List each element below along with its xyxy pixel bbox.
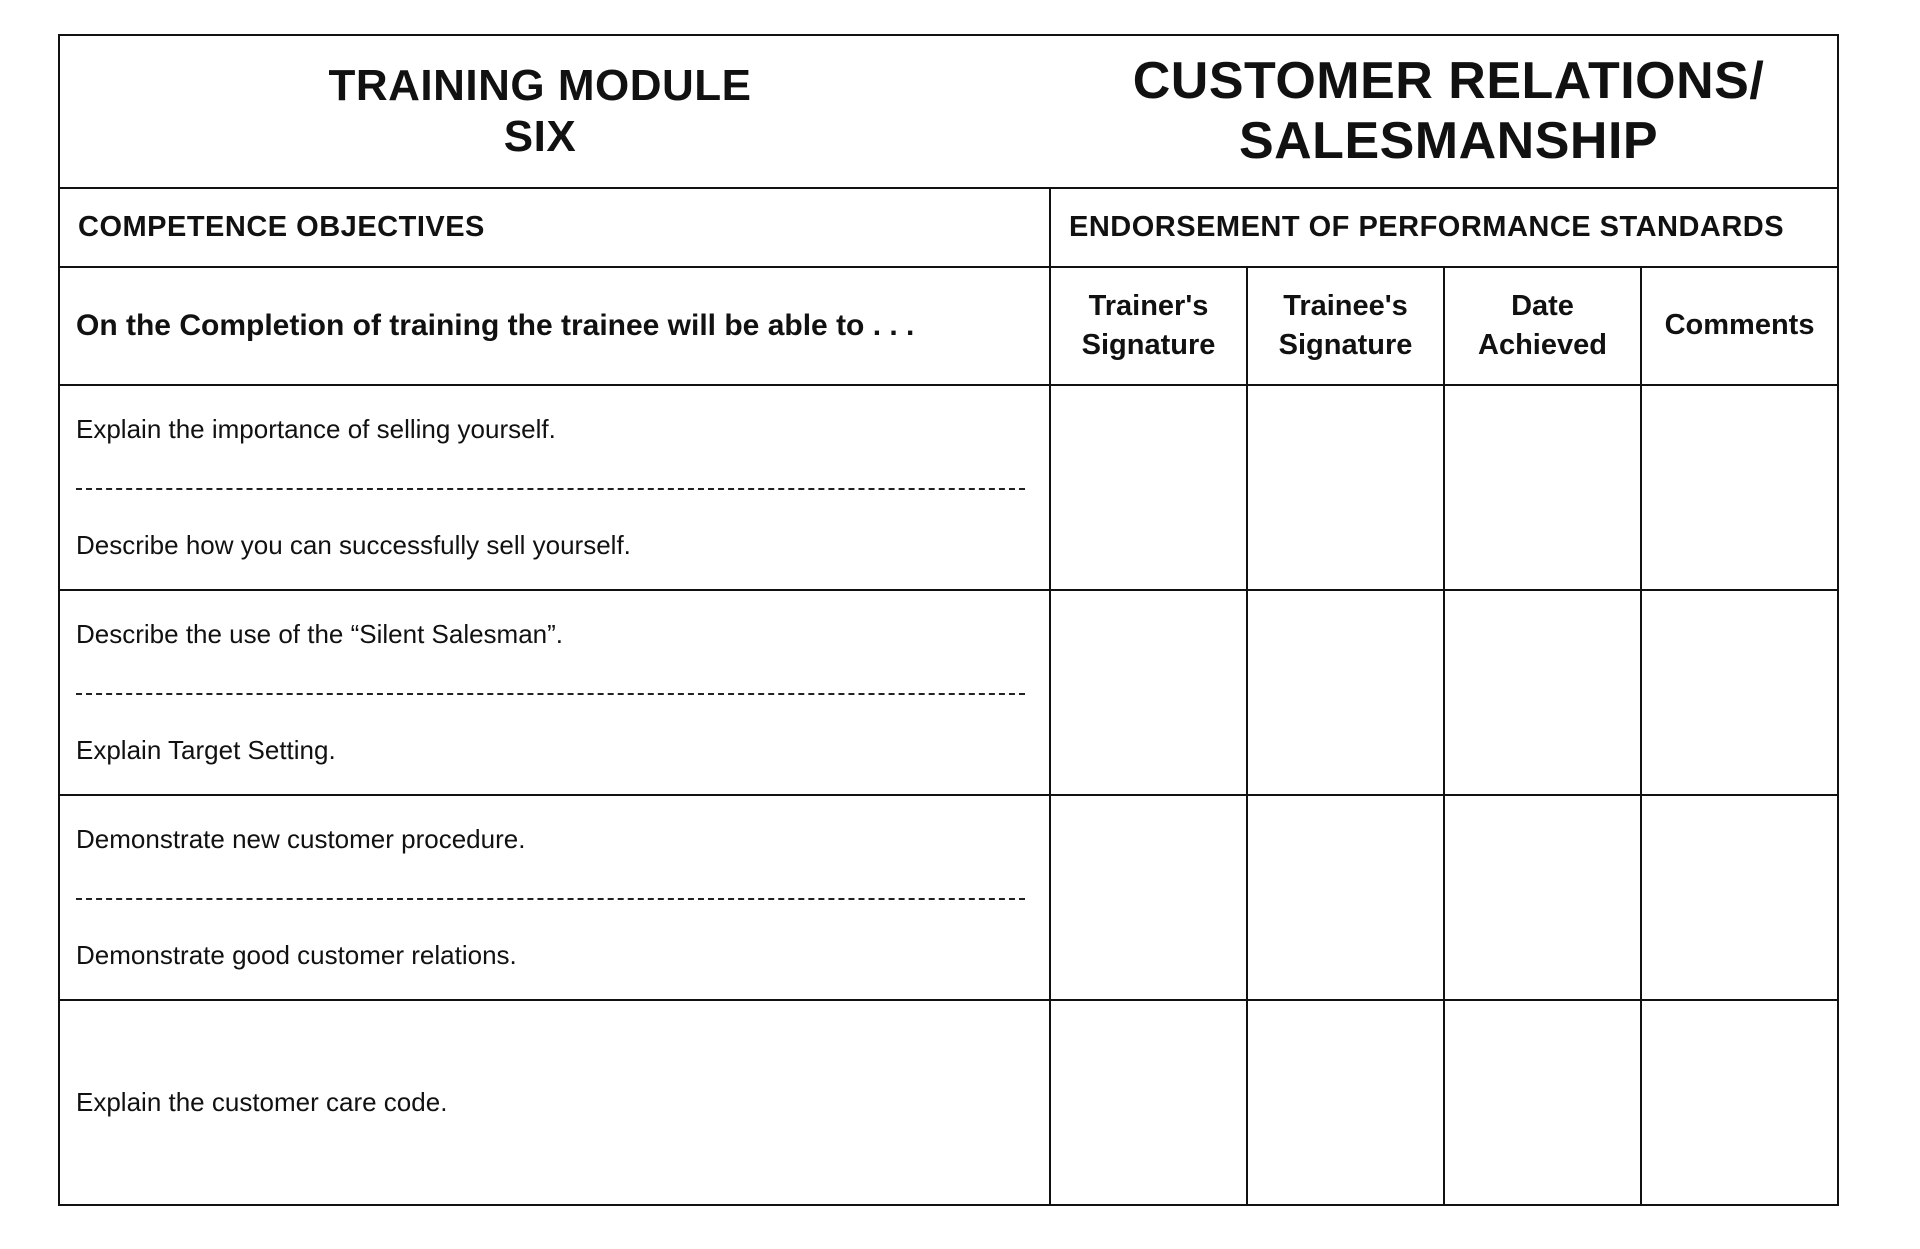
column-header-line: Comments: [1664, 309, 1815, 342]
dashed-divider: [76, 898, 1025, 900]
subject-title: [1060, 52, 1837, 172]
dashed-divider: [76, 693, 1025, 695]
objective-text: Describe how you can successfully sell yourself.: [76, 529, 631, 560]
section-row: [59, 188, 1838, 267]
trainer-signature-field[interactable]: [1050, 795, 1247, 1000]
performance-standards-heading: ENDORSEMENT OF PERFORMANCE STANDARDS: [1050, 188, 1838, 267]
objective-text: Describe the use of the “Silent Salesman”.: [76, 619, 564, 650]
comments-field[interactable]: [1641, 590, 1838, 795]
column-header-line: Trainer's: [1088, 289, 1209, 322]
date-achieved-field[interactable]: [1444, 385, 1641, 590]
column-header-trainer-signature: [1050, 267, 1247, 385]
trainee-signature-field[interactable]: [1247, 1000, 1444, 1205]
comments-field[interactable]: [1641, 795, 1838, 1000]
dashed-divider: [76, 488, 1025, 490]
subject-title-line1: CUSTOMER RELATIONS/: [1132, 51, 1765, 110]
completion-lead-in: On the Completion of training the trainee will be able to . . .: [59, 267, 1050, 385]
date-achieved-field[interactable]: [1444, 1000, 1641, 1205]
column-header-line: Achieved: [1478, 329, 1607, 361]
objective-cell: [59, 590, 1050, 795]
trainer-signature-field[interactable]: [1050, 1000, 1247, 1205]
objective-text: Explain Target Setting.: [76, 734, 336, 765]
trainer-signature-field[interactable]: [1050, 385, 1247, 590]
objective-cell: [59, 385, 1050, 590]
objective-text: Explain the importance of selling yourself.: [76, 414, 556, 445]
objective-row: [59, 1000, 1838, 1205]
objective-text: Demonstrate new customer procedure.: [76, 824, 526, 855]
competence-objectives-heading: COMPETENCE OBJECTIVES: [59, 188, 1050, 267]
objective-row: [59, 795, 1838, 1000]
subject-title-line2: SALESMANSHIP: [1238, 111, 1659, 170]
trainee-signature-field[interactable]: [1247, 385, 1444, 590]
module-title: [60, 61, 1020, 162]
objective-cell: [59, 795, 1050, 1000]
trainee-signature-field[interactable]: [1247, 795, 1444, 1000]
objective-row: [59, 385, 1838, 590]
column-header-trainee-signature: [1247, 267, 1444, 385]
column-header-line: Trainee's: [1283, 289, 1408, 322]
title-row: [59, 35, 1838, 188]
column-header-comments: [1641, 267, 1838, 385]
trainee-signature-field[interactable]: [1247, 590, 1444, 795]
date-achieved-field[interactable]: [1444, 795, 1641, 1000]
column-header-line: Signature: [1081, 329, 1216, 361]
training-module-form: [58, 34, 1839, 1206]
module-title-line1: TRAINING MODULE: [328, 60, 752, 110]
module-title-line2: SIX: [503, 111, 577, 161]
comments-field[interactable]: [1641, 385, 1838, 590]
column-header-line: Signature: [1278, 329, 1413, 361]
objective-row: [59, 590, 1838, 795]
date-achieved-field[interactable]: [1444, 590, 1641, 795]
column-header-row: [59, 267, 1838, 385]
trainer-signature-field[interactable]: [1050, 590, 1247, 795]
objective-text: Demonstrate good customer relations.: [76, 939, 517, 970]
module-title-cell: [59, 35, 1050, 188]
objective-text: Explain the customer care code.: [76, 1086, 448, 1117]
objective-cell: [59, 1000, 1050, 1205]
subject-title-cell: [1050, 35, 1838, 188]
column-header-line: Date: [1511, 289, 1574, 322]
comments-field[interactable]: [1641, 1000, 1838, 1205]
column-header-date-achieved: [1444, 267, 1641, 385]
